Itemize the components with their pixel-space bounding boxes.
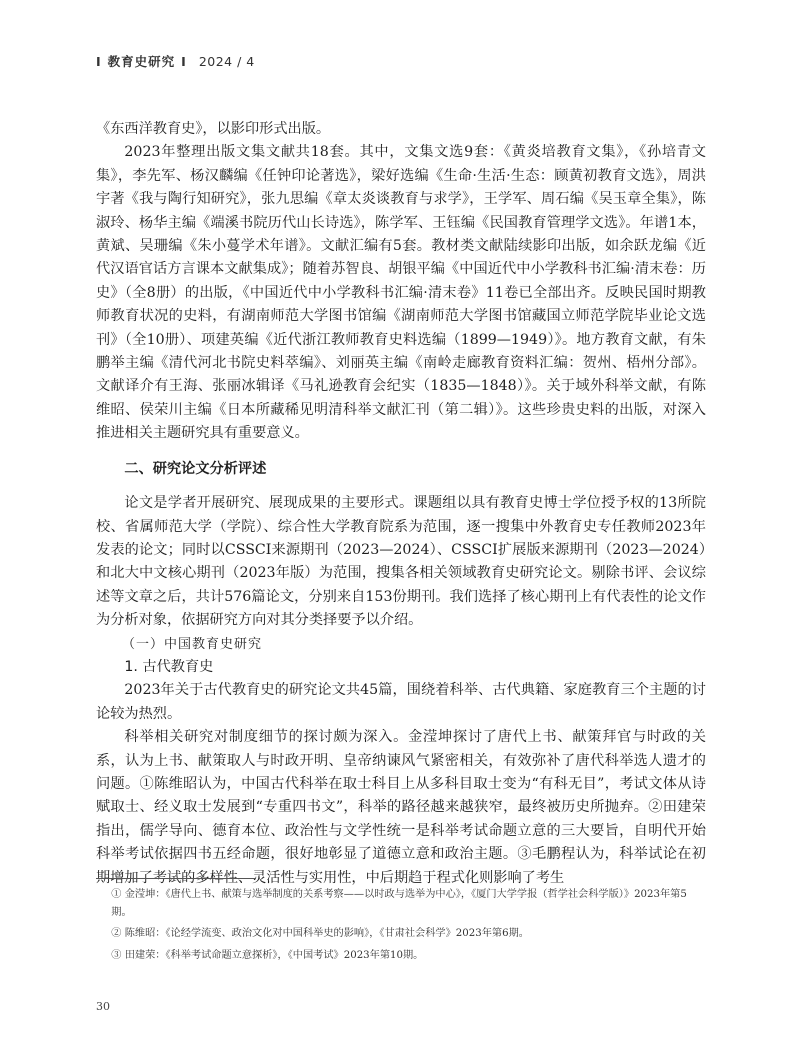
article-body	[96, 118, 706, 890]
paragraph-keju-research: 科举相关研究对制度细节的探讨颇为深入。金滢坤探讨了唐代上书、献策拜官与时政的关系，认为上书、献策取人与时政开明、皇帝纳谏风气紧密相关，有效弥补了唐代科举选人遗才的问题。①陈维昭认为，中国古代科举在取士科目上从多科目取士变为“有科无目”，考试文体从诗赋取士、经义取士发展到“专重四书文”，科举的路径越来越狭窄，最终被历史所抛弃。②田建荣指出，儒学导向、德育本位、政治性与文学性统一是科举考试命题立意的三大要旨，自明代开始科举考试依据四书五经命题，很好地彰显了道德立意和政治主题。③毛鹏程认为，科举试论在初期增加了考试的多样性、灵活性与实用性，中后期趋于程式化则影响了考生	[96, 729, 706, 886]
footnote-3: ③ 田建荣：《科举考试命题立意探析》，《中国考试》2023年第10期。	[111, 949, 424, 961]
footnote-2: ② 陈维昭：《论经学流变、政治文化对中国科举史的影响》，《甘肃社会科学》2023年第6期。	[111, 928, 529, 939]
paragraph-research-papers: 论文是学者开展研究、展现成果的主要形式。课题组以具有教育史博士学位授予权的13所院校、省属师范大学（学院）、综合性大学教育院系为范围，逐一搜集中外教育史专任教师2023年发表的论文；同时以CSSCI来源期刊（2023—2024）、CSSCI扩展版来源期刊（2023—2024）和北大中文核心期刊（2023年版）为范围，搜集各相关领域教育史研究论文。剔除书评、会议综述等文章之后，共计576篇论文，分别来自153份期刊。我们选择了核心期刊上有代表性的论文作为分析对象，依据研究方向对其分类择要予以介绍。	[96, 495, 706, 629]
header-bar-right: I	[181, 53, 187, 69]
journal-name: 教育史研究	[107, 54, 176, 69]
page-number: 30	[96, 1000, 110, 1013]
subsubsection-title: 1. 古代教育史	[124, 658, 214, 675]
footnote-1: ① 金滢坤：《唐代上书、献策与选举制度的关系考察——以时政与选举为中心》，《厦门大学学报（哲学社会科学版）》2023年第5期。	[111, 889, 687, 918]
running-header	[96, 52, 255, 70]
issue-number: 2024 / 4	[198, 53, 255, 69]
paragraph-ancient-overview: 2023年关于古代教育史的研究论文共45篇，围绕着科举、古代典籍、家庭教育三个主题的讨论较为热烈。	[96, 682, 706, 722]
subsection-title: （一）中国教育史研究	[122, 636, 263, 652]
section-title: 二、研究论文分析评述	[124, 460, 267, 477]
paragraph-continuation: 《东西洋教育史》，以影印形式出版。	[96, 121, 331, 137]
footnote-divider	[96, 878, 256, 879]
header-bar-left: I	[96, 53, 102, 69]
footnotes	[96, 886, 706, 968]
paragraph-anthologies: 2023年整理出版文集文献共18套。其中，文集文选9套：《黄炎培教育文集》，《孙培青文集》，李先军、杨汉麟编《任钟印论著选》，梁好选编《生命·生活·生态：顾黄初教育文选》，周洪宇著《我与陶行知研究》，张九思编《章太炎谈教育与求学》，王学军、周石编《吴玉章全集》，陈淑玲、杨华主编《端溪书院历代山长诗选》，陈学军、王钰编《民国教育管理学文选》。年谱1本，黄斌、吴珊编《朱小蔓学术年谱》。文献汇编有5套。教材类文献陆续影印出版，如余跃龙编《近代汉语官话方言课本文献集成》；随着苏智良、胡银平编《中国近代中小学教科书汇编·清末卷：历史》（全8册）的出版，《中国近代中小学教科书汇编·清末卷》11卷已全部出齐。反映民国时期教师教育状况的史料，有湖南师范大学图书馆编《湖南师范大学图书馆藏国立师范学院毕业论文选刊》（全10册）、项建英编《近代浙江教师教育史料选编（1899—1949）》。地方教育文献，有朱鹏举主编《清代河北书院史料萃编》、刘丽英主编《南岭走廊教育资料汇编：贺州、梧州分部》。文献译介有王海、张丽冰辑译《马礼逊教育会纪实（1835—1848）》。关于域外科举文献，有陈维昭、侯荣川主编《日本所藏稀见明清科举文献汇刊（第二辑）》。这些珍贵史料的出版，对深入推进相关主题研究具有重要意义。	[96, 144, 706, 442]
